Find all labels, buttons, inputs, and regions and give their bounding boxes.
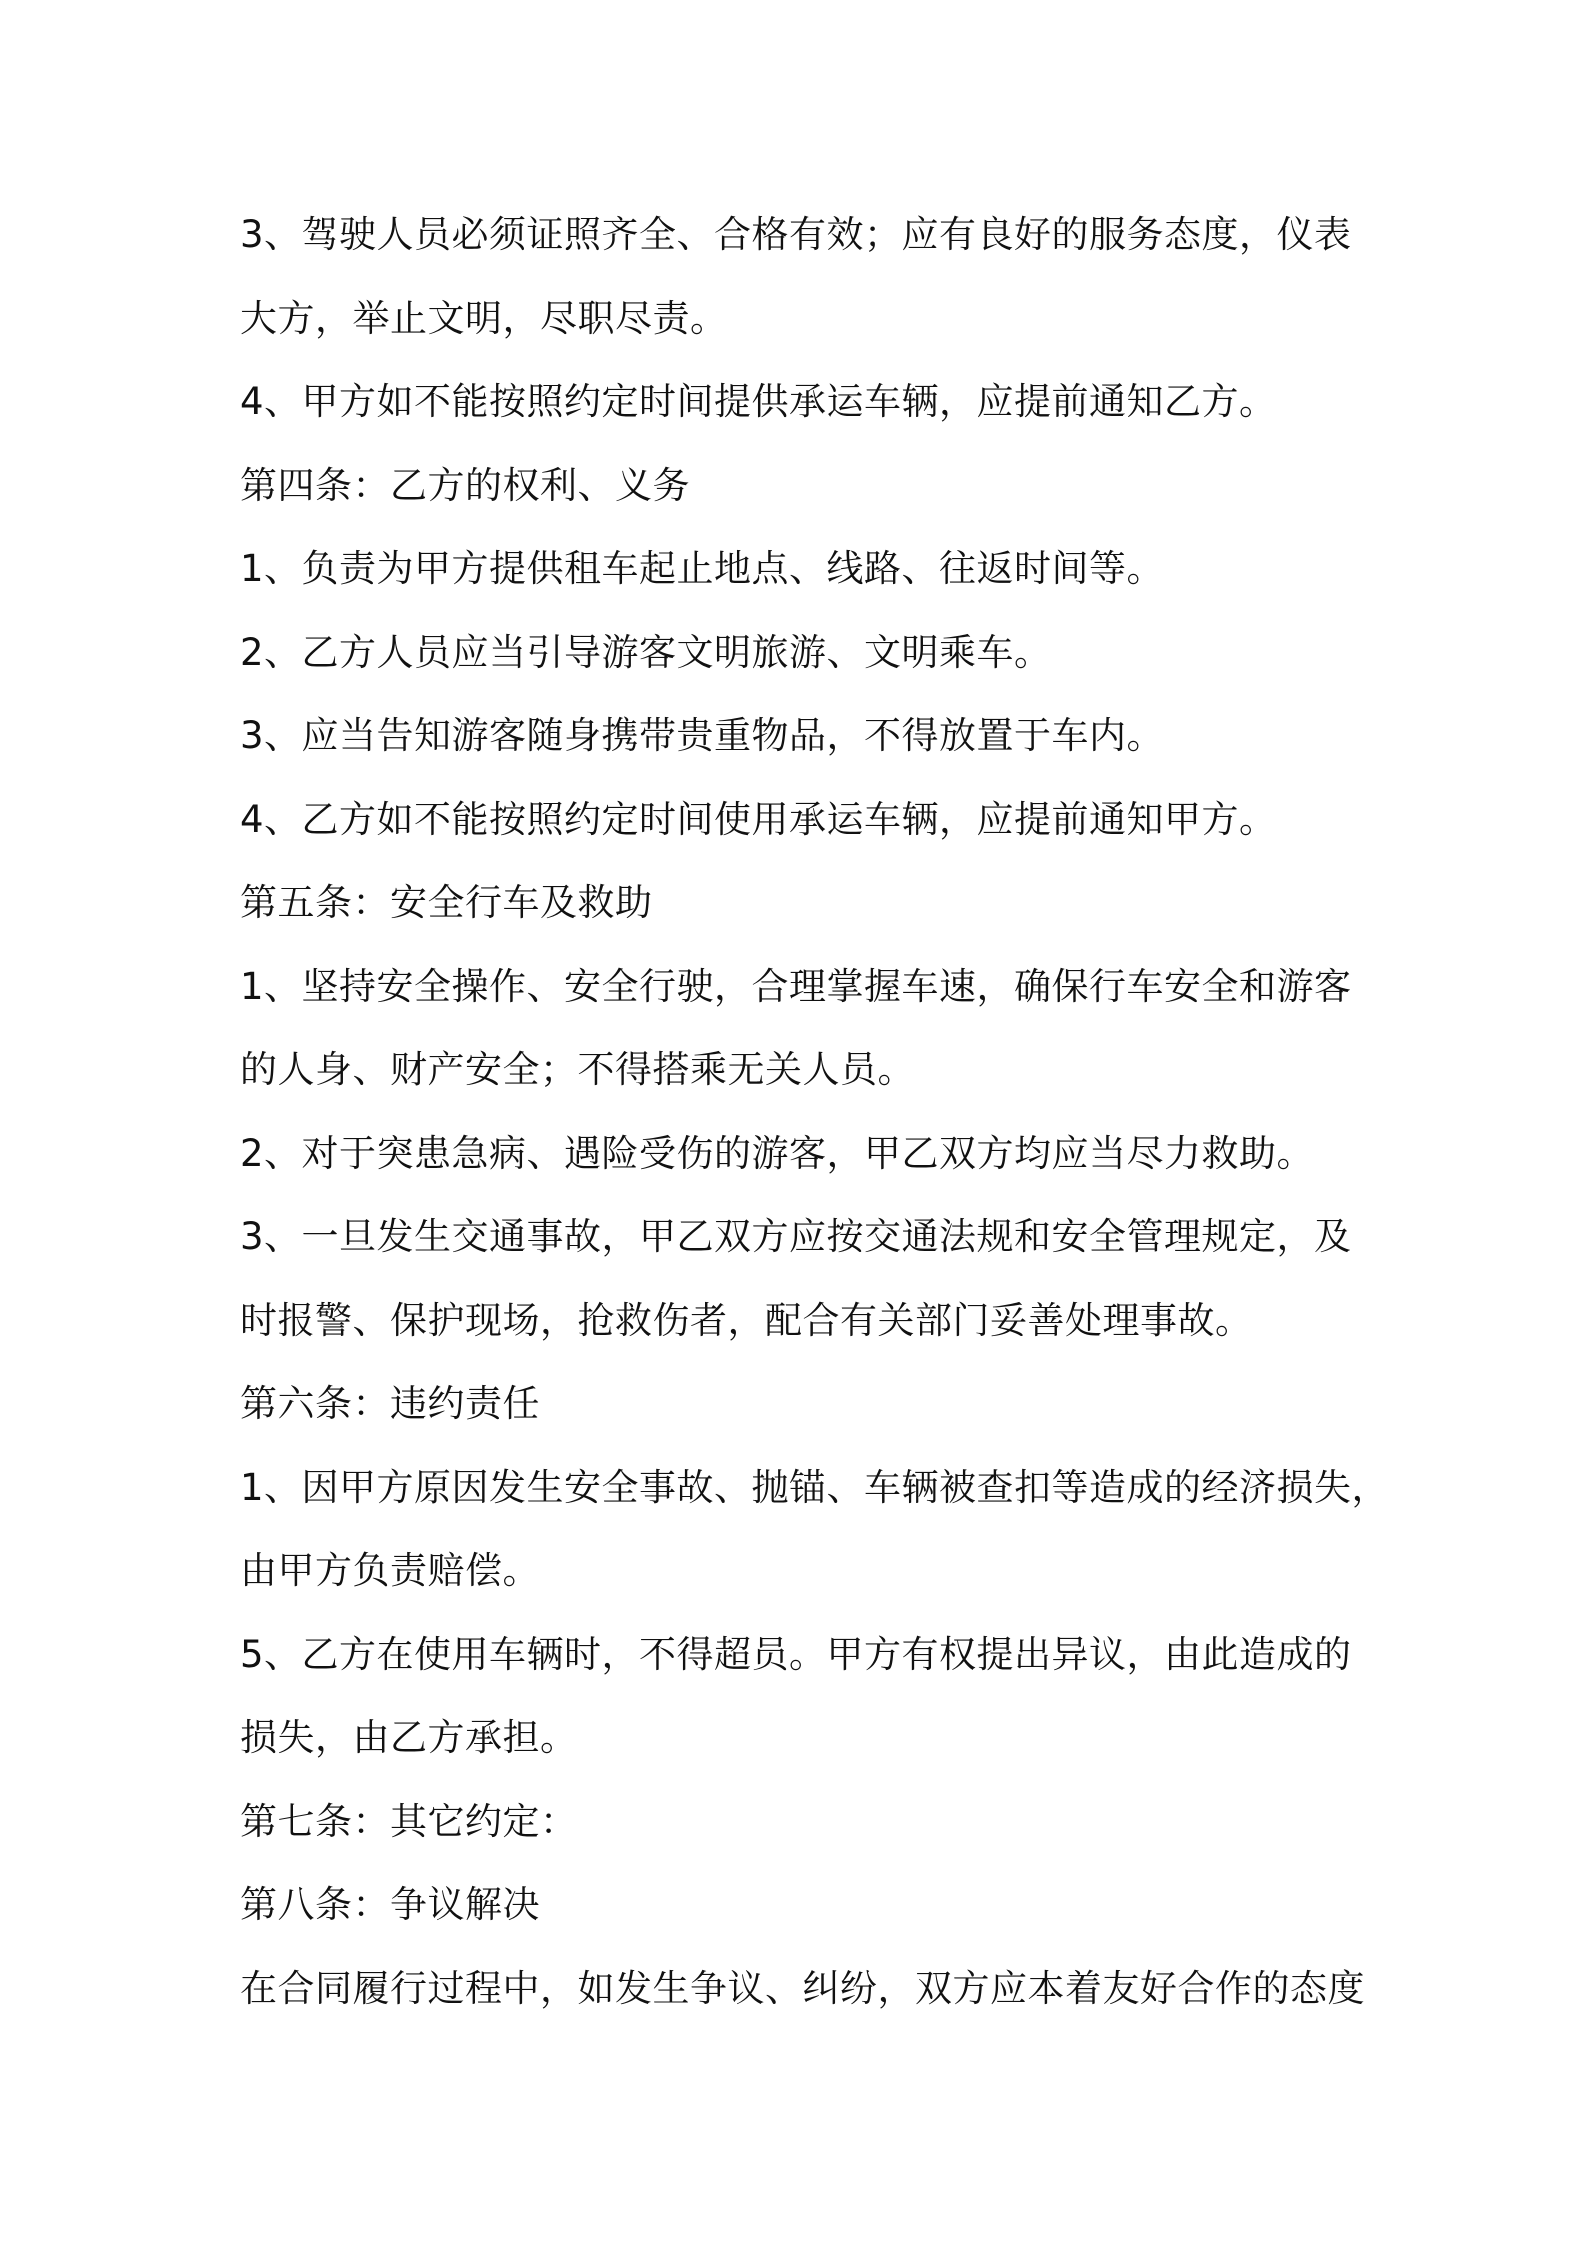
article-4-item-1: 1、负责为甲方提供租车起止地点、线路、往返时间等。: [240, 547, 1165, 590]
article-5-item-3-cont: 时报警、保护现场，抢救伤者，配合有关部门妥善处理事故。: [240, 1298, 1253, 1342]
document-body: [240, 193, 1390, 2030]
article-4-heading: 第四条：乙方的权利、义务: [240, 463, 690, 507]
article-6-item-5: 5、乙方在使用车辆时，不得超员。甲方有权提出异议，由此造成的: [240, 1632, 1352, 1676]
clause-3-driver-requirements: 3、驾驶人员必须证照齐全、合格有效；应有良好的服务态度，仪表: [240, 213, 1352, 256]
article-5-item-1-cont: 的人身、财产安全；不得搭乘无关人员。: [240, 1048, 915, 1091]
article-8-heading: 第八条：争议解决: [240, 1883, 540, 1926]
article-6-item-5-cont: 损失，由乙方承担。: [240, 1716, 578, 1759]
article-5-item-2: 2、对于突患急病、遇险受伤的游客，甲乙双方均应当尽力救助。: [240, 1131, 1315, 1175]
article-4-item-4: 4、乙方如不能按照约定时间使用承运车辆，应提前通知甲方。: [240, 797, 1277, 841]
clause-3-driver-requirements-cont: 大方，举止文明，尽职尽责。: [240, 296, 728, 340]
clause-4-party-a-notice: 4、甲方如不能按照约定时间提供承运车辆，应提前通知乙方。: [240, 380, 1277, 423]
article-4-item-3: 3、应当告知游客随身携带贵重物品，不得放置于车内。: [240, 714, 1165, 757]
article-5-item-3: 3、一旦发生交通事故，甲乙双方应按交通法规和安全管理规定，及: [240, 1215, 1352, 1258]
article-6-item-1-cont: 由甲方负责赔偿。: [240, 1549, 540, 1592]
article-7-heading: 第七条：其它约定：: [240, 1799, 578, 1843]
article-6-item-1: 1、因甲方原因发生安全事故、抛锚、车辆被查扣等造成的经济损失，: [240, 1465, 1390, 1509]
article-6-heading: 第六条：违约责任: [240, 1382, 540, 1425]
article-8-paragraph: 在合同履行过程中，如发生争议、纠纷，双方应本着友好合作的态度: [240, 1966, 1365, 2010]
article-5-heading: 第五条：安全行车及救助: [240, 881, 653, 924]
article-5-item-1: 1、坚持安全操作、安全行驶，合理掌握车速，确保行车安全和游客: [240, 964, 1352, 1008]
article-4-item-2: 2、乙方人员应当引导游客文明旅游、文明乘车。: [240, 630, 1052, 674]
